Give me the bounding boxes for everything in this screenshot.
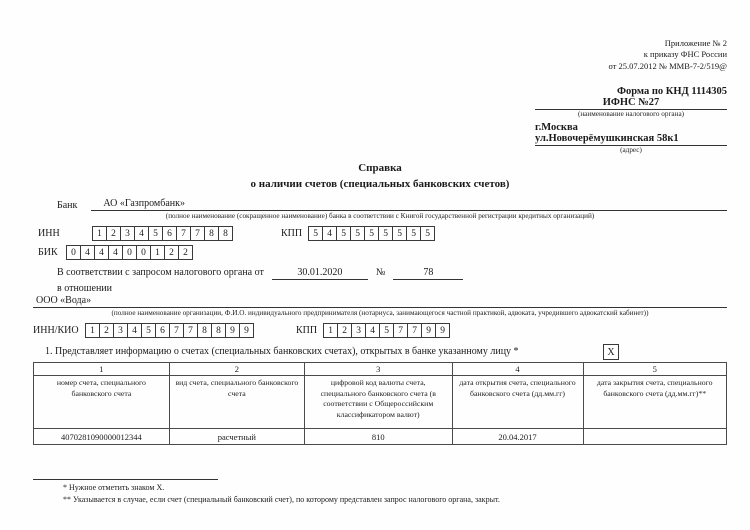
- table-row: [34, 429, 727, 445]
- bank-kpp-digits: [308, 226, 435, 241]
- digit-cell: 2: [106, 226, 121, 241]
- digit-cell: 9: [239, 323, 254, 338]
- annex-line: от 25.07.2012 № ММВ-7-2/519@: [608, 60, 727, 71]
- section1-text: 1. Представляет информацию о счетах (специальных банковских счетах), открытых в банке указанному лицу *: [45, 346, 519, 357]
- cell-open-date: 20.04.2017: [452, 429, 583, 445]
- request-line: [57, 267, 727, 280]
- digit-cell: 7: [393, 323, 408, 338]
- cell-currency-code: 810: [304, 429, 452, 445]
- column-number: 4: [452, 363, 583, 376]
- digit-cell: 2: [164, 245, 179, 260]
- digit-cell: 4: [322, 226, 337, 241]
- digit-cell: 5: [141, 323, 156, 338]
- column-header-account-type: вид счета, специального банковского счета: [169, 376, 304, 429]
- form-header-block: [535, 86, 727, 155]
- digit-cell: 7: [183, 323, 198, 338]
- annex-line: Приложение № 2: [664, 38, 727, 48]
- subject-kpp-label: КПП: [296, 325, 318, 336]
- digit-cell: 4: [108, 245, 123, 260]
- digit-cell: 3: [351, 323, 366, 338]
- cell-account-type: расчетный: [169, 429, 304, 445]
- digit-cell: 0: [122, 245, 137, 260]
- annex-block: [33, 38, 727, 72]
- bank-label: Банк: [57, 200, 78, 211]
- digit-cell: 6: [162, 226, 177, 241]
- column-number: 5: [583, 363, 727, 376]
- bik-digits: [66, 245, 193, 260]
- column-number: 2: [169, 363, 304, 376]
- column-header-account-number: номер счета, специального банковского счета: [34, 376, 170, 429]
- digit-cell: 3: [113, 323, 128, 338]
- column-header-open-date: дата открытия счета, специального банковского счета (дд.мм.гг): [452, 376, 583, 429]
- digit-cell: 7: [190, 226, 205, 241]
- digit-cell: 9: [225, 323, 240, 338]
- subject-caption: (полное наименование организации, Ф.И.О. индивидуального предпринимателя (нотариуса, занимающегося частной практикой, адвоката, учредившего адвокатский кабинет)): [111, 309, 649, 317]
- subject-name-value: ООО «Вода»: [33, 295, 727, 308]
- digit-cell: 1: [323, 323, 338, 338]
- digit-cell: 9: [421, 323, 436, 338]
- digit-cell: 5: [378, 226, 393, 241]
- digit-cell: 4: [94, 245, 109, 260]
- request-text: В соответствии с запросом налогового органа от: [57, 267, 264, 278]
- footnote-1: * Нужное отметить знаком Х.: [63, 483, 165, 492]
- tax-authority-value: ИФНС №27: [535, 97, 727, 110]
- form-code: Форма по КНД 1114305: [616, 86, 727, 98]
- title-line2: о наличии счетов (специальных банковских счетов): [250, 178, 510, 191]
- address-street: ул.Новочерёмушкинская 58к1: [535, 133, 727, 146]
- digit-cell: 1: [85, 323, 100, 338]
- title-line1: Справка: [358, 162, 402, 175]
- bank-inn-digits: [92, 226, 233, 241]
- digit-cell: 1: [92, 226, 107, 241]
- column-number: 3: [304, 363, 452, 376]
- column-number: 1: [34, 363, 170, 376]
- digit-cell: 2: [337, 323, 352, 338]
- digit-cell: 0: [136, 245, 151, 260]
- request-date-value: 30.01.2020: [272, 267, 368, 280]
- bik-row: [33, 245, 727, 260]
- cell-account-number: 4070281090000012344: [34, 429, 170, 445]
- digit-cell: 5: [420, 226, 435, 241]
- subject-prefix: в отношении: [57, 283, 113, 294]
- section1-line: [45, 346, 727, 357]
- digit-cell: 0: [66, 245, 81, 260]
- subject-kpp-digits: [323, 323, 450, 338]
- digit-cell: 4: [365, 323, 380, 338]
- digit-cell: 2: [99, 323, 114, 338]
- digit-cell: 3: [120, 226, 135, 241]
- footnotes-block: [63, 482, 727, 507]
- request-number-label: №: [375, 267, 386, 278]
- footnote-2: ** Указывается в случае, если счет (специальный банковский счет), по которому представлен запрос налогового органа, закрыт.: [63, 495, 500, 505]
- digit-cell: 5: [392, 226, 407, 241]
- digit-cell: 7: [169, 323, 184, 338]
- bank-kpp-label: КПП: [281, 228, 303, 239]
- digit-cell: 8: [211, 323, 226, 338]
- digit-cell: 6: [155, 323, 170, 338]
- tax-authority-caption: (наименование налогового органа): [577, 110, 685, 119]
- bank-caption: (полное наименование (сокращенное наименование) банка в соответствии с Книгой государственной регистрации кредитных организаций): [165, 212, 595, 220]
- digit-cell: 4: [134, 226, 149, 241]
- digit-cell: 5: [364, 226, 379, 241]
- bik-label: БИК: [38, 247, 58, 258]
- digit-cell: 8: [204, 226, 219, 241]
- digit-cell: 7: [407, 323, 422, 338]
- subject-inn-digits: [85, 323, 254, 338]
- document-title: [33, 161, 727, 193]
- request-number-value: 78: [393, 267, 463, 280]
- digit-cell: 5: [308, 226, 323, 241]
- column-header-currency-code: цифровой код валюты счета, специального банковского счета (в соответствии с Общероссийским классификатором валют): [304, 376, 452, 429]
- accounts-table: [33, 362, 727, 445]
- annex-line: к приказу ФНС России: [643, 49, 727, 60]
- digit-cell: 9: [435, 323, 450, 338]
- address-caption: (адрес): [620, 145, 642, 154]
- digit-cell: 8: [197, 323, 212, 338]
- subject-inn-label: ИНН/КИО: [33, 325, 79, 336]
- digit-cell: 5: [379, 323, 394, 338]
- table-header-row: [34, 376, 727, 429]
- bank-name-value: АО «Газпромбанк»: [91, 198, 727, 211]
- address-city: г.Москва: [535, 121, 578, 133]
- bank-line: [33, 198, 727, 211]
- table-column-numbers-row: [34, 363, 727, 376]
- digit-cell: 7: [176, 226, 191, 241]
- bank-inn-kpp-row: [33, 226, 727, 241]
- digit-cell: 5: [336, 226, 351, 241]
- footnote-separator: [33, 479, 218, 480]
- digit-cell: 2: [178, 245, 193, 260]
- digit-cell: 1: [150, 245, 165, 260]
- bank-inn-label: ИНН: [38, 228, 60, 239]
- subject-inn-kpp-row: [33, 323, 727, 338]
- section1-checkbox: X: [603, 344, 619, 360]
- digit-cell: 5: [148, 226, 163, 241]
- digit-cell: 4: [80, 245, 95, 260]
- digit-cell: 8: [218, 226, 233, 241]
- digit-cell: 5: [350, 226, 365, 241]
- digit-cell: 5: [406, 226, 421, 241]
- column-header-close-date: дата закрытия счета, специального банковского счета (дд.мм.гг)**: [583, 376, 727, 429]
- cell-close-date: [583, 429, 727, 445]
- digit-cell: 4: [127, 323, 142, 338]
